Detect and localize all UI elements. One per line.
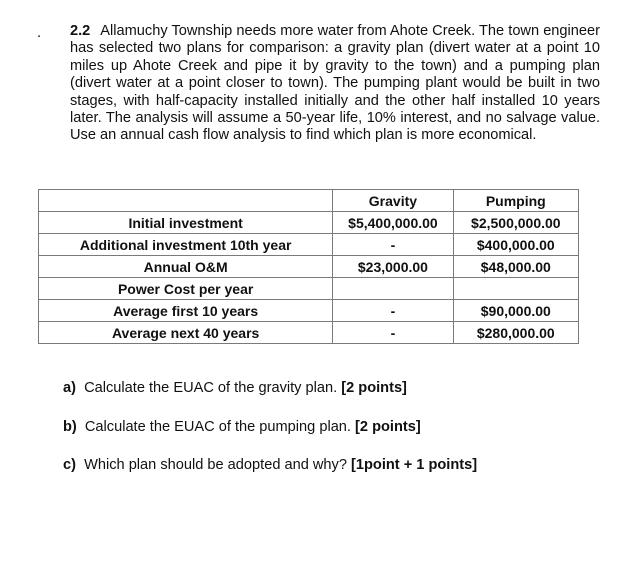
question-letter: c)	[63, 457, 76, 473]
pumping-value: $48,000.00	[453, 256, 578, 278]
pumping-value: $400,000.00	[453, 234, 578, 256]
table-row	[39, 322, 579, 344]
question-b	[63, 419, 421, 436]
question-text: Which plan should be adopted and why?	[84, 457, 347, 473]
table-row	[39, 256, 579, 278]
table-row	[39, 300, 579, 322]
question-points: [2 points]	[341, 380, 407, 396]
pumping-value	[453, 278, 578, 300]
question-text: Calculate the EUAC of the gravity plan.	[84, 380, 338, 396]
row-label: Annual O&M	[39, 256, 333, 278]
gravity-value	[333, 278, 453, 300]
pumping-value: $280,000.00	[453, 322, 578, 344]
pumping-value: $2,500,000.00	[453, 212, 578, 234]
problem-number: 2.2	[70, 23, 91, 39]
question-letter: a)	[63, 380, 76, 396]
problem-text: Allamuchy Township needs more water from Ahote Creek. The town engineer has selected two plans for comparison: a gravity plan (divert water at a point 10 miles up Ahote Creek and pipe it by gravity to the town) and a pumping plan (divert water at a point closer to town). The pumping plant would be built in two stages, with half-capacity installed initially and the other half installed 10 years later. The analysis will assume a 50-year life, 10% interest, and no salvage value. Use an annual cash flow analysis to find which plan is more economical.	[70, 23, 600, 144]
question-points: [1point + 1 points]	[351, 457, 478, 473]
header-gravity: Gravity	[333, 190, 453, 212]
question-points: [2 points]	[355, 419, 421, 435]
question-a	[63, 380, 407, 397]
question-letter: b)	[63, 419, 77, 435]
problem-statement	[70, 23, 600, 145]
row-label: Initial investment	[39, 212, 333, 234]
gravity-value: $23,000.00	[333, 256, 453, 278]
gravity-value: -	[333, 234, 453, 256]
table-header-row	[39, 190, 579, 212]
table-row	[39, 212, 579, 234]
row-label: Additional investment 10th year	[39, 234, 333, 256]
row-label: Average first 10 years	[39, 300, 333, 322]
bullet-dot: .	[37, 24, 42, 41]
header-label-cell	[39, 190, 333, 212]
table-row	[39, 234, 579, 256]
table-row	[39, 278, 579, 300]
header-pumping: Pumping	[453, 190, 578, 212]
question-c	[63, 457, 477, 474]
pumping-value: $90,000.00	[453, 300, 578, 322]
gravity-value: -	[333, 300, 453, 322]
gravity-value: -	[333, 322, 453, 344]
cost-comparison-table	[38, 189, 579, 344]
gravity-value: $5,400,000.00	[333, 212, 453, 234]
question-text: Calculate the EUAC of the pumping plan.	[84, 419, 351, 435]
row-label: Average next 40 years	[39, 322, 333, 344]
row-label: Power Cost per year	[39, 278, 333, 300]
